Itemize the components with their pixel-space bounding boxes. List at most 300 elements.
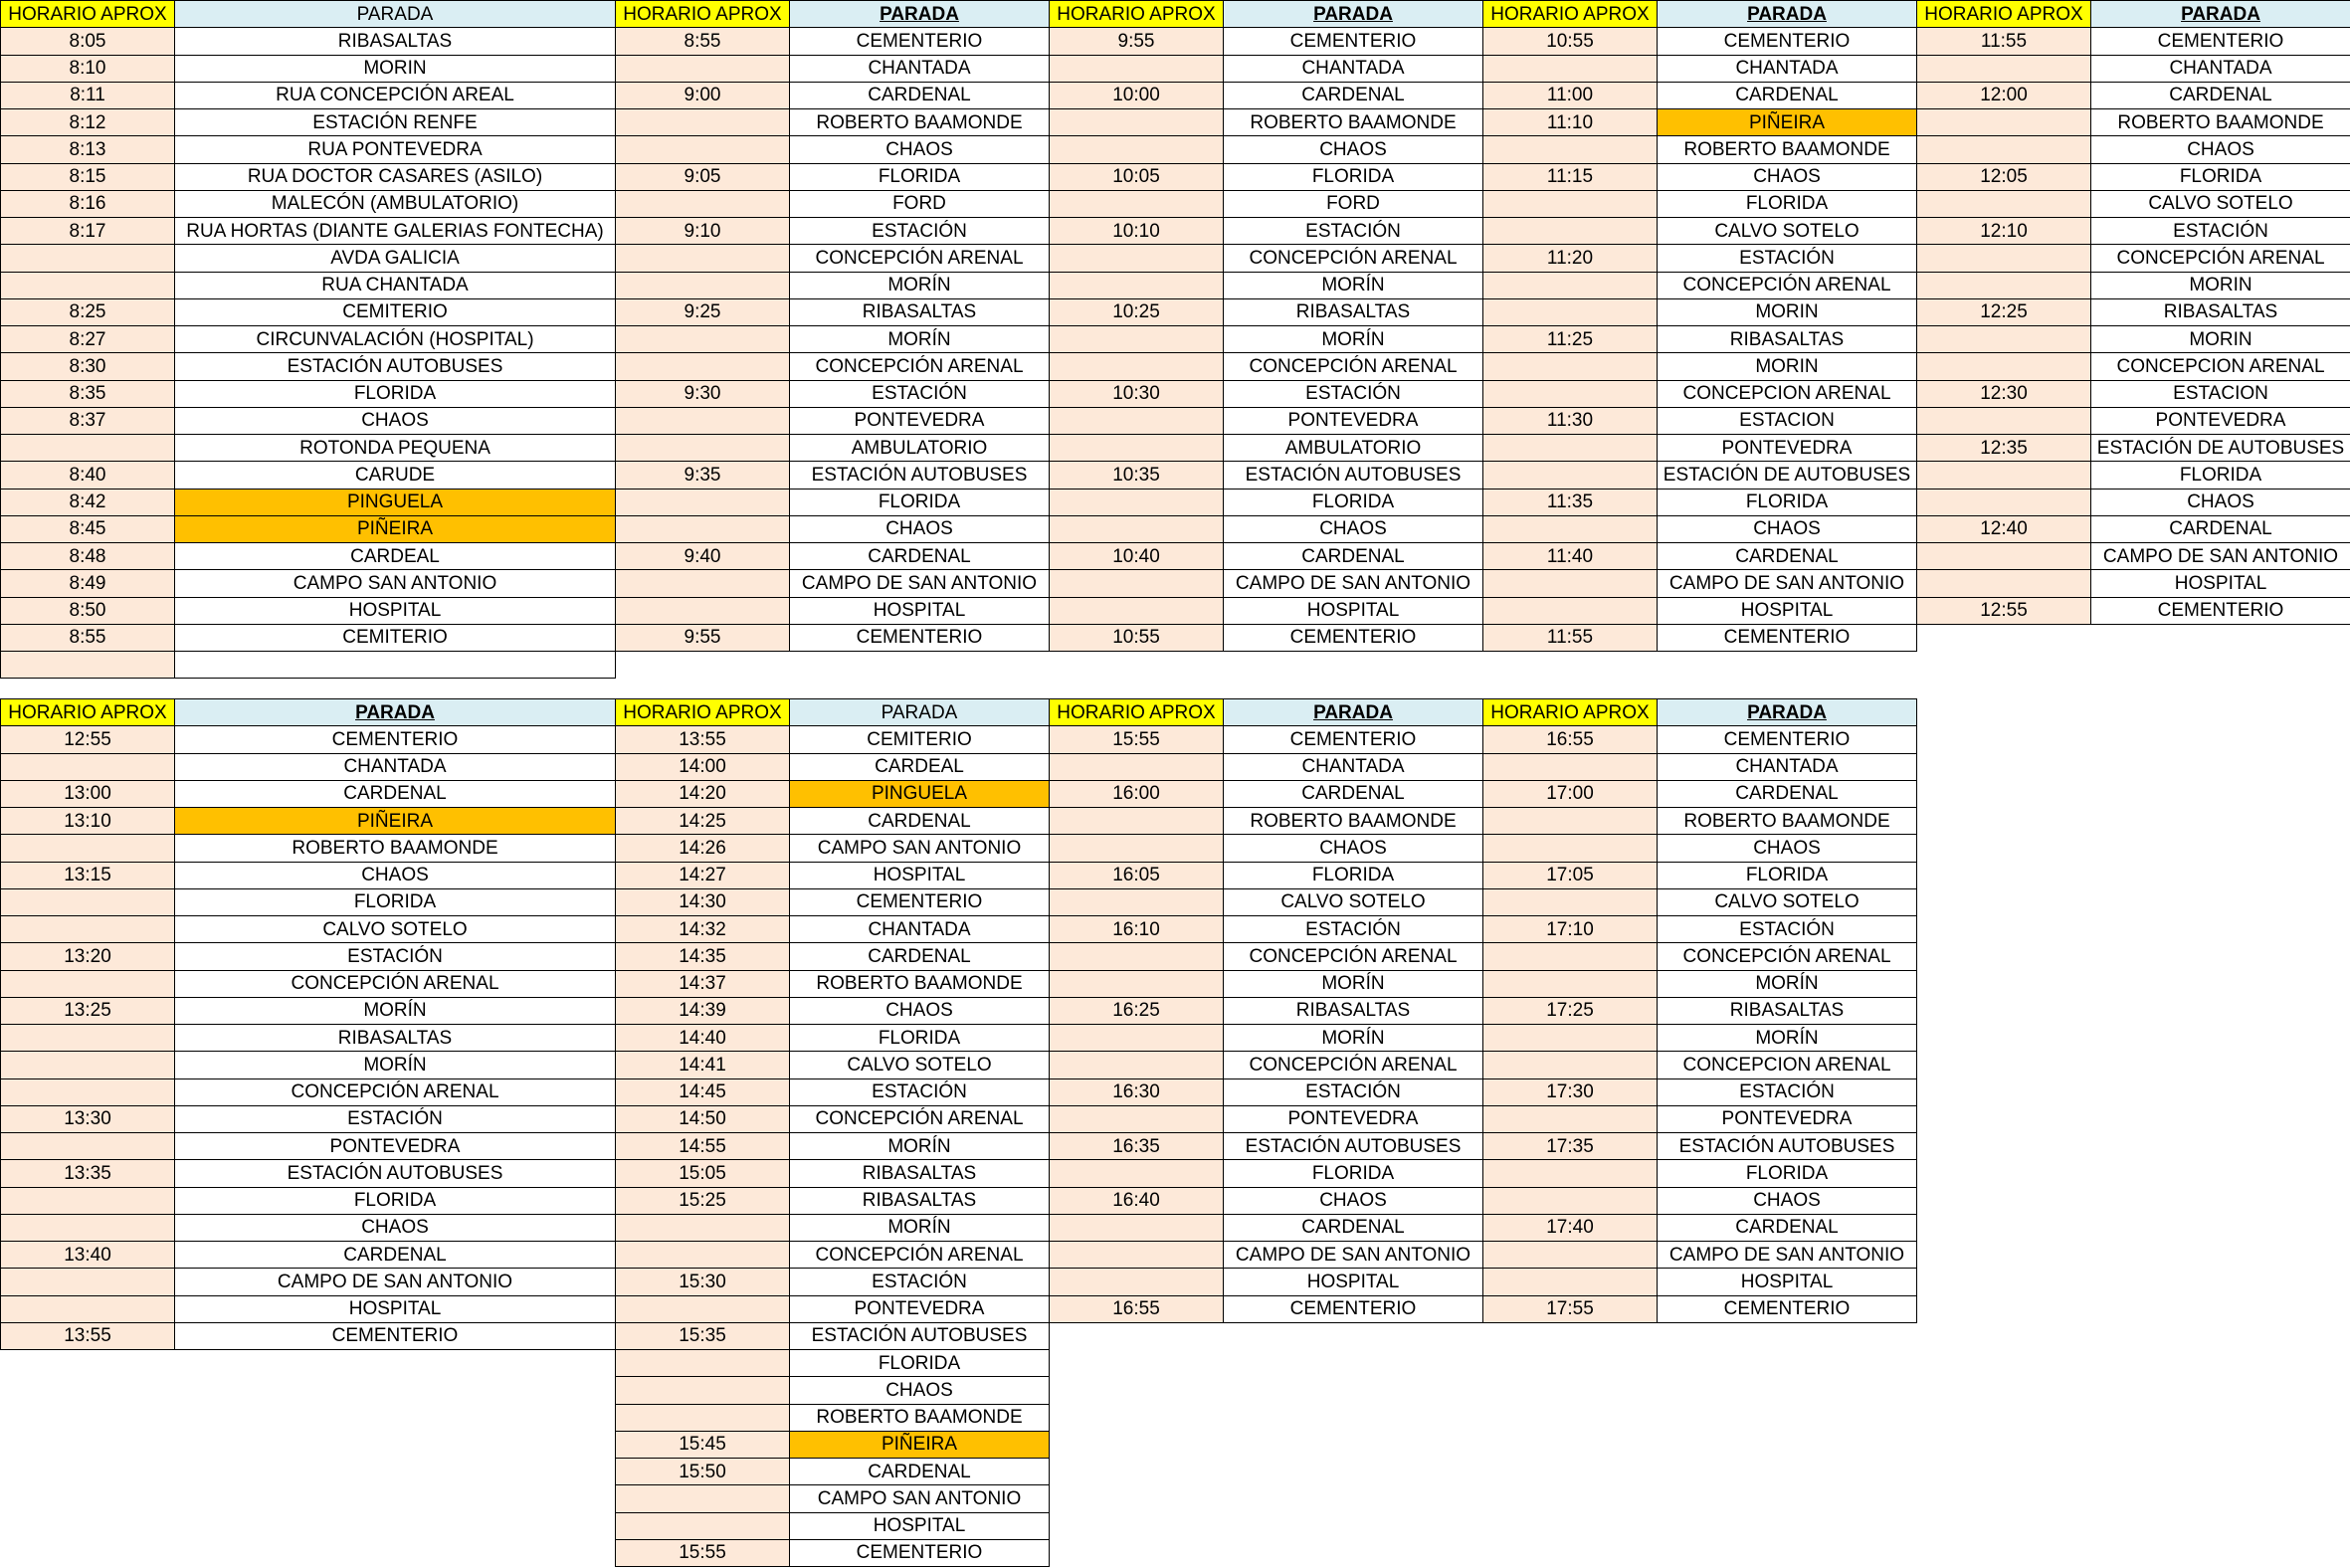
time-cell — [1049, 753, 1224, 781]
stop-cell: CARDENAL — [2090, 515, 2350, 543]
stop-cell: ESTACIÓN — [789, 1078, 1050, 1106]
stop-cell: CHANTADA — [2090, 55, 2350, 83]
time-cell — [1049, 970, 1224, 998]
time-cell: 11:55 — [1482, 624, 1658, 652]
stop-cell: CONCEPCIÓN ARENAL — [1223, 1051, 1483, 1078]
stop-cell: HOSPITAL — [789, 862, 1050, 889]
time-cell: 15:45 — [615, 1431, 790, 1459]
time-cell — [1482, 597, 1658, 625]
time-cell: 14:41 — [615, 1051, 790, 1078]
stop-cell: CALVO SOTELO — [1223, 888, 1483, 916]
stop-cell: HOSPITAL — [174, 597, 616, 625]
stop-cell: RUA CONCEPCIÓN AREAL — [174, 82, 616, 109]
stop-cell: CHAOS — [174, 862, 616, 889]
stop-cell: ROBERTO BAAMONDE — [174, 834, 616, 862]
stop-cell: CONCEPCIÓN ARENAL — [789, 1241, 1050, 1269]
time-cell — [1482, 515, 1658, 543]
time-cell: 11:00 — [1482, 82, 1658, 109]
time-cell: 9:55 — [1049, 27, 1224, 55]
time-cell: 14:26 — [615, 834, 790, 862]
stop-cell: CEMENTERIO — [174, 725, 616, 753]
stop-cell: FLORIDA — [1657, 862, 1917, 889]
stop-cell: MORÍN — [1657, 1024, 1917, 1052]
stop-cell: CARDENAL — [1657, 542, 1917, 570]
stop-cell: MORÍN — [174, 997, 616, 1025]
stop-cell: MORÍN — [174, 1051, 616, 1078]
stop-cell: PONTEVEDRA — [1223, 1105, 1483, 1133]
stop-cell: HOSPITAL — [1223, 597, 1483, 625]
stop-cell: PONTEVEDRA — [174, 1132, 616, 1160]
stop-cell: CEMENTERIO — [1657, 1295, 1917, 1323]
stop-cell: HOSPITAL — [789, 1512, 1050, 1540]
time-cell — [1482, 461, 1658, 489]
time-cell — [615, 1484, 790, 1512]
time-cell: 8:37 — [0, 407, 175, 435]
time-cell: 17:40 — [1482, 1214, 1658, 1242]
time-cell — [1482, 272, 1658, 299]
stop-cell: HOSPITAL — [1223, 1268, 1483, 1295]
stop-cell: CEMENTERIO — [2090, 27, 2350, 55]
time-cell: 14:00 — [615, 753, 790, 781]
stop-cell: CONCEPCION ARENAL — [2090, 352, 2350, 380]
stop-cell: CAMPO DE SAN ANTONIO — [1223, 1241, 1483, 1269]
time-cell: 8:10 — [0, 55, 175, 83]
stop-cell: ROTONDA PEQUENA — [174, 434, 616, 462]
stop-cell: HOSPITAL — [1657, 597, 1917, 625]
time-cell: 13:10 — [0, 807, 175, 835]
time-cell — [1049, 1024, 1224, 1052]
stop-cell: ESTACIÓN AUTOBUSES — [789, 461, 1050, 489]
time-cell — [615, 1349, 790, 1377]
stop-cell: CARDENAL — [789, 542, 1050, 570]
time-cell: 14:37 — [615, 970, 790, 998]
time-cell: 8:55 — [615, 27, 790, 55]
highlighted-stop-cell: PINGUELA — [174, 489, 616, 516]
time-cell: 17:10 — [1482, 915, 1658, 943]
stop-cell: ESTACIÓN AUTOBUSES — [1657, 1132, 1917, 1160]
time-cell: 17:05 — [1482, 862, 1658, 889]
time-cell: 8:40 — [0, 461, 175, 489]
time-cell: 11:30 — [1482, 407, 1658, 435]
stop-cell: CONCEPCIÓN ARENAL — [174, 1078, 616, 1106]
stop-cell: MORÍN — [1223, 325, 1483, 353]
stop-cell: CHANTADA — [1223, 753, 1483, 781]
stop-cell: CONCEPCIÓN ARENAL — [174, 970, 616, 998]
time-cell: 9:05 — [615, 163, 790, 191]
time-cell: 8:45 — [0, 515, 175, 543]
time-cell: 14:27 — [615, 862, 790, 889]
stop-cell: CEMENTERIO — [174, 1322, 616, 1350]
stop-cell: CARDENAL — [789, 82, 1050, 109]
time-cell — [1482, 190, 1658, 218]
time-cell — [1482, 970, 1658, 998]
time-cell: 16:55 — [1049, 1295, 1224, 1323]
stop-cell: CAMPO SAN ANTONIO — [789, 834, 1050, 862]
stop-cell: ESTACIÓN — [1657, 915, 1917, 943]
time-cell — [0, 1051, 175, 1078]
stop-cell: AVDA GALICIA — [174, 244, 616, 272]
stop-cell: CARDENAL — [1223, 82, 1483, 109]
time-cell: 13:35 — [0, 1159, 175, 1187]
time-cell — [1049, 1051, 1224, 1078]
stop-cell: RIBASALTAS — [1223, 298, 1483, 326]
time-cell — [1049, 597, 1224, 625]
time-cell — [1482, 834, 1658, 862]
time-cell — [1916, 407, 2091, 435]
time-cell — [1916, 461, 2091, 489]
time-cell — [1049, 244, 1224, 272]
time-cell: 11:55 — [1916, 27, 2091, 55]
stop-cell: PONTEVEDRA — [1657, 434, 1917, 462]
time-cell — [1049, 190, 1224, 218]
header-time: HORARIO APROX — [1482, 0, 1658, 28]
stop-cell: ESTACIÓN — [1657, 244, 1917, 272]
time-cell: 8:11 — [0, 82, 175, 109]
stop-cell: FLORIDA — [174, 888, 616, 916]
time-cell — [615, 135, 790, 163]
stop-cell: CHANTADA — [1223, 55, 1483, 83]
time-cell — [1049, 888, 1224, 916]
time-cell: 9:40 — [615, 542, 790, 570]
time-cell — [1049, 434, 1224, 462]
time-cell: 8:05 — [0, 27, 175, 55]
header-stop: PARADA — [2090, 0, 2350, 28]
time-cell: 14:32 — [615, 915, 790, 943]
time-cell: 11:40 — [1482, 542, 1658, 570]
time-cell — [1482, 942, 1658, 970]
time-cell: 9:00 — [615, 82, 790, 109]
time-cell — [1049, 1159, 1224, 1187]
stop-cell: PONTEVEDRA — [1223, 407, 1483, 435]
stop-cell: ROBERTO BAAMONDE — [1657, 807, 1917, 835]
time-cell — [1482, 888, 1658, 916]
stop-cell: CARUDE — [174, 461, 616, 489]
time-cell: 12:00 — [1916, 82, 2091, 109]
header-time: HORARIO APROX — [1049, 698, 1224, 726]
stop-cell: CHAOS — [1657, 1187, 1917, 1215]
stop-cell: MALECÓN (AMBULATORIO) — [174, 190, 616, 218]
time-cell — [1049, 1105, 1224, 1133]
stop-cell: ROBERTO BAAMONDE — [2090, 108, 2350, 136]
time-cell — [1482, 298, 1658, 326]
time-cell: 17:35 — [1482, 1132, 1658, 1160]
stop-cell: ESTACION — [1657, 407, 1917, 435]
header-stop: PARADA — [1657, 698, 1917, 726]
time-cell: 14:35 — [615, 942, 790, 970]
header-time: HORARIO APROX — [1916, 0, 2091, 28]
stop-cell: ESTACIÓN AUTOBUSES — [174, 1159, 616, 1187]
time-cell — [1482, 1051, 1658, 1078]
stop-cell: CARDENAL — [174, 1241, 616, 1269]
time-cell: 8:27 — [0, 325, 175, 353]
time-cell — [1916, 55, 2091, 83]
stop-cell: CHAOS — [2090, 135, 2350, 163]
time-cell: 10:25 — [1049, 298, 1224, 326]
stop-cell: CARDENAL — [1223, 780, 1483, 808]
stop-cell: CONCEPCION ARENAL — [1657, 1051, 1917, 1078]
time-cell: 14:45 — [615, 1078, 790, 1106]
stop-cell: CONCEPCIÓN ARENAL — [789, 352, 1050, 380]
stop-cell: ROBERTO BAAMONDE — [1223, 807, 1483, 835]
time-cell: 8:17 — [0, 217, 175, 245]
time-cell — [1482, 1159, 1658, 1187]
time-cell: 12:10 — [1916, 217, 2091, 245]
time-cell: 17:00 — [1482, 780, 1658, 808]
stop-cell: ESTACIÓN — [1223, 1078, 1483, 1106]
stop-cell: ESTACION — [2090, 380, 2350, 408]
time-cell — [0, 1295, 175, 1323]
stop-cell: CAMPO DE SAN ANTONIO — [2090, 542, 2350, 570]
stop-cell — [174, 651, 616, 679]
time-cell: 16:55 — [1482, 725, 1658, 753]
highlighted-stop-cell: PIÑEIRA — [174, 807, 616, 835]
time-cell — [615, 244, 790, 272]
time-cell: 15:25 — [615, 1187, 790, 1215]
time-cell — [1482, 217, 1658, 245]
stop-cell: MORIN — [2090, 272, 2350, 299]
highlighted-stop-cell: PIÑEIRA — [1657, 108, 1917, 136]
time-cell: 14:30 — [615, 888, 790, 916]
stop-cell: CEMENTERIO — [2090, 597, 2350, 625]
time-cell: 14:25 — [615, 807, 790, 835]
time-cell: 12:25 — [1916, 298, 2091, 326]
time-cell — [1049, 407, 1224, 435]
stop-cell: CHAOS — [1223, 135, 1483, 163]
stop-cell: CHANTADA — [789, 55, 1050, 83]
time-cell — [1049, 1214, 1224, 1242]
stop-cell: MORIN — [2090, 325, 2350, 353]
stop-cell: CHANTADA — [174, 753, 616, 781]
time-cell — [0, 272, 175, 299]
stop-cell: CALVO SOTELO — [1657, 217, 1917, 245]
time-cell — [1482, 569, 1658, 597]
stop-cell: RUA DOCTOR CASARES (ASILO) — [174, 163, 616, 191]
time-cell — [1916, 352, 2091, 380]
stop-cell: CARDENAL — [789, 942, 1050, 970]
stop-cell: RIBASALTAS — [789, 298, 1050, 326]
stop-cell: ESTACIÓN AUTOBUSES — [1223, 1132, 1483, 1160]
time-cell — [0, 651, 175, 679]
time-cell — [1049, 352, 1224, 380]
stop-cell: PONTEVEDRA — [789, 407, 1050, 435]
stop-cell: ESTACIÓN — [1657, 1078, 1917, 1106]
stop-cell: CEMENTERIO — [1223, 725, 1483, 753]
time-cell: 16:40 — [1049, 1187, 1224, 1215]
time-cell: 8:30 — [0, 352, 175, 380]
time-cell — [1916, 542, 2091, 570]
time-cell: 13:40 — [0, 1241, 175, 1269]
time-cell — [0, 434, 175, 462]
time-cell — [1049, 135, 1224, 163]
time-cell — [1482, 1024, 1658, 1052]
stop-cell: CALVO SOTELO — [789, 1051, 1050, 1078]
stop-cell: CEMENTERIO — [789, 624, 1050, 652]
stop-cell: FLORIDA — [1657, 489, 1917, 516]
time-cell — [1049, 325, 1224, 353]
stop-cell: MORÍN — [789, 325, 1050, 353]
time-cell: 10:55 — [1049, 624, 1224, 652]
stop-cell: CHAOS — [1223, 515, 1483, 543]
time-cell: 14:55 — [615, 1132, 790, 1160]
time-cell — [615, 1376, 790, 1404]
time-cell — [1049, 489, 1224, 516]
stop-cell: CARDEAL — [789, 753, 1050, 781]
time-cell — [1916, 244, 2091, 272]
stop-cell: FLORIDA — [174, 1187, 616, 1215]
stop-cell: RIBASALTAS — [789, 1187, 1050, 1215]
stop-cell: CONCEPCIÓN ARENAL — [789, 244, 1050, 272]
time-cell: 9:35 — [615, 461, 790, 489]
time-cell — [1049, 108, 1224, 136]
time-cell — [0, 888, 175, 916]
time-cell — [1049, 834, 1224, 862]
time-cell: 9:25 — [615, 298, 790, 326]
time-cell — [615, 569, 790, 597]
stop-cell: ROBERTO BAAMONDE — [789, 1404, 1050, 1432]
stop-cell: CONCEPCIÓN ARENAL — [789, 1105, 1050, 1133]
stop-cell: CHAOS — [1657, 163, 1917, 191]
time-cell — [1049, 942, 1224, 970]
time-cell: 15:35 — [615, 1322, 790, 1350]
stop-cell: ROBERTO BAAMONDE — [789, 970, 1050, 998]
stop-cell: CARDENAL — [1657, 1214, 1917, 1242]
stop-cell: CONCEPCIÓN ARENAL — [1657, 272, 1917, 299]
time-cell: 10:55 — [1482, 27, 1658, 55]
time-cell: 16:10 — [1049, 915, 1224, 943]
time-cell — [1049, 569, 1224, 597]
time-cell — [615, 190, 790, 218]
stop-cell: FLORIDA — [789, 163, 1050, 191]
time-cell — [615, 272, 790, 299]
time-cell — [1049, 1241, 1224, 1269]
time-cell: 16:05 — [1049, 862, 1224, 889]
stop-cell: HOSPITAL — [2090, 569, 2350, 597]
stop-cell: FLORIDA — [1223, 163, 1483, 191]
stop-cell: MORÍN — [1223, 272, 1483, 299]
time-cell: 16:30 — [1049, 1078, 1224, 1106]
header-time: HORARIO APROX — [1482, 698, 1658, 726]
highlighted-stop-cell: PIÑEIRA — [789, 1431, 1050, 1459]
header-time: HORARIO APROX — [615, 698, 790, 726]
stop-cell: ESTACIÓN — [174, 942, 616, 970]
stop-cell: FLORIDA — [789, 1024, 1050, 1052]
stop-cell: ESTACIÓN AUTOBUSES — [789, 1322, 1050, 1350]
time-cell: 13:30 — [0, 1105, 175, 1133]
time-cell — [0, 970, 175, 998]
stop-cell: CHANTADA — [1657, 753, 1917, 781]
time-cell: 12:55 — [0, 725, 175, 753]
header-stop: PARADA — [1223, 0, 1483, 28]
stop-cell: CONCEPCION ARENAL — [1657, 380, 1917, 408]
stop-cell: CHANTADA — [1657, 55, 1917, 83]
stop-cell: ESTACIÓN DE AUTOBUSES — [2090, 434, 2350, 462]
time-cell: 8:25 — [0, 298, 175, 326]
time-cell — [615, 1404, 790, 1432]
time-cell — [1049, 515, 1224, 543]
time-cell — [1916, 325, 2091, 353]
time-cell — [1049, 272, 1224, 299]
stop-cell: CEMITERIO — [174, 298, 616, 326]
time-cell: 15:50 — [615, 1458, 790, 1485]
time-cell: 10:10 — [1049, 217, 1224, 245]
time-cell: 11:25 — [1482, 325, 1658, 353]
time-cell — [1482, 1241, 1658, 1269]
stop-cell: CHAOS — [1223, 1187, 1483, 1215]
stop-cell: PONTEVEDRA — [789, 1295, 1050, 1323]
stop-cell: MORÍN — [1223, 970, 1483, 998]
stop-cell: CEMENTERIO — [1657, 624, 1917, 652]
time-cell: 13:15 — [0, 862, 175, 889]
stop-cell: CARDENAL — [1223, 1214, 1483, 1242]
stop-cell: RUA HORTAS (DIANTE GALERIAS FONTECHA) — [174, 217, 616, 245]
time-cell — [1482, 807, 1658, 835]
time-cell — [0, 1132, 175, 1160]
stop-cell: AMBULATORIO — [1223, 434, 1483, 462]
time-cell: 8:13 — [0, 135, 175, 163]
time-cell: 8:16 — [0, 190, 175, 218]
time-cell: 17:25 — [1482, 997, 1658, 1025]
time-cell: 15:05 — [615, 1159, 790, 1187]
time-cell: 8:15 — [0, 163, 175, 191]
time-cell — [1916, 108, 2091, 136]
time-cell — [615, 1512, 790, 1540]
stop-cell: RIBASALTAS — [1657, 997, 1917, 1025]
stop-cell: ESTACIÓN AUTOBUSES — [1223, 461, 1483, 489]
stop-cell: CAMPO DE SAN ANTONIO — [1657, 569, 1917, 597]
time-cell — [1049, 55, 1224, 83]
time-cell: 11:35 — [1482, 489, 1658, 516]
stop-cell: CAMPO DE SAN ANTONIO — [789, 569, 1050, 597]
time-cell: 15:55 — [1049, 725, 1224, 753]
stop-cell: RIBASALTAS — [1657, 325, 1917, 353]
stop-cell: CAMPO DE SAN ANTONIO — [1223, 569, 1483, 597]
stop-cell: RIBASALTAS — [174, 27, 616, 55]
stop-cell: CALVO SOTELO — [2090, 190, 2350, 218]
stop-cell: CEMENTERIO — [789, 27, 1050, 55]
time-cell — [0, 753, 175, 781]
stop-cell: ESTACIÓN — [174, 1105, 616, 1133]
time-cell — [615, 352, 790, 380]
stop-cell: MORIN — [1657, 298, 1917, 326]
time-cell: 14:40 — [615, 1024, 790, 1052]
stop-cell: FLORIDA — [1657, 1159, 1917, 1187]
time-cell: 12:35 — [1916, 434, 2091, 462]
time-cell: 9:30 — [615, 380, 790, 408]
stop-cell: CARDENAL — [1657, 780, 1917, 808]
highlighted-stop-cell: PINGUELA — [789, 780, 1050, 808]
time-cell: 10:00 — [1049, 82, 1224, 109]
header-stop: PARADA — [789, 698, 1050, 726]
stop-cell: CEMITERIO — [789, 725, 1050, 753]
stop-cell: CONCEPCIÓN ARENAL — [2090, 244, 2350, 272]
stop-cell: CONCEPCIÓN ARENAL — [1223, 942, 1483, 970]
time-cell: 8:35 — [0, 380, 175, 408]
time-cell: 12:55 — [1916, 597, 2091, 625]
time-cell: 8:12 — [0, 108, 175, 136]
time-cell: 16:25 — [1049, 997, 1224, 1025]
header-time: HORARIO APROX — [0, 0, 175, 28]
stop-cell: HOSPITAL — [174, 1295, 616, 1323]
stop-cell: HOSPITAL — [1657, 1268, 1917, 1295]
stop-cell: HOSPITAL — [789, 597, 1050, 625]
time-cell: 10:30 — [1049, 380, 1224, 408]
time-cell — [1482, 352, 1658, 380]
time-cell — [0, 1187, 175, 1215]
header-stop: PARADA — [174, 698, 616, 726]
stop-cell: FLORIDA — [789, 1349, 1050, 1377]
time-cell — [615, 325, 790, 353]
time-cell — [0, 1078, 175, 1106]
